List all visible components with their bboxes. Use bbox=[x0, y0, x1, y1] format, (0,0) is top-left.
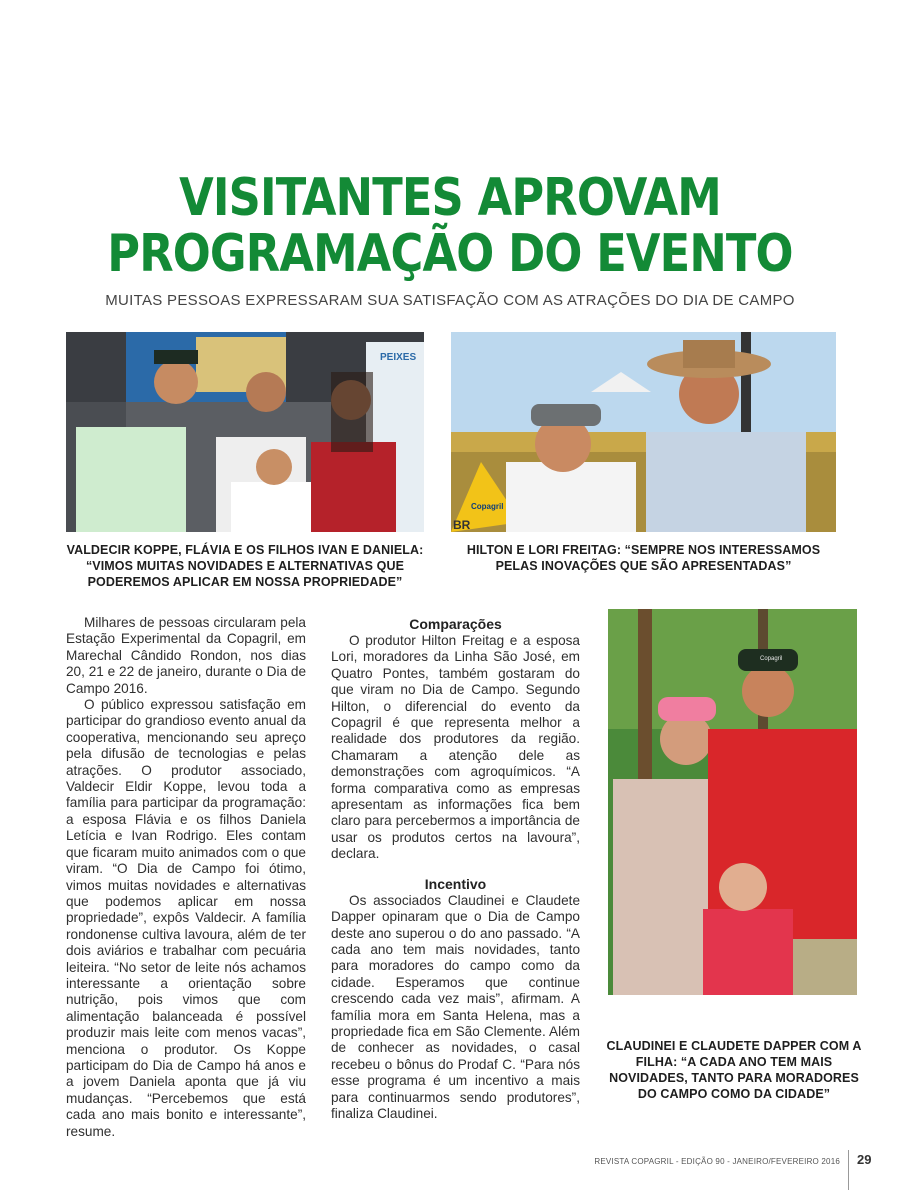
article-subtitle: MUITAS PESSOAS EXPRESSARAM SUA SATISFAÇÃO COM AS ATRAÇÕES DO DIA DE CAMPO bbox=[105, 292, 795, 309]
photo-koppe-family bbox=[66, 332, 424, 532]
paragraph: O produtor Hilton Freitag e a esposa Lori, moradores da Linha São José, em Quatro Pontes, também gostaram do que viram no Dia de Campo. Segundo Hilton, o diferencial do evento da Copagril é que representa melhor a realidade dos produtores da região. Chamaram a atenção dele as demonstrações com agroquímicos. “A forma comparativa como as empresas apresentam as informações fica bem claro para percebermos a importância de usar os produtos certos na lavoura”, declara. bbox=[331, 633, 580, 862]
paragraph: Os associados Claudinei e Claudete Dapper opinaram que o Dia de Campo deste ano superou o do ano passado. “A cada ano tem mais novidades, tanto para moradores do campo como da cidade. Esperamos que continue crescendo cada vez mais”, afirmam. A família mora em Santa Helena, mas a propriedade fica em São Clemente. Além de conhecer as novidades, o casal recebeu o bônus do Prodaf C. “Para nós esse programa é um incentivo a mais para continuarmos sendo produtores”, finaliza Claudinei. bbox=[331, 892, 580, 1121]
photo-dapper-family bbox=[608, 609, 857, 995]
sign-br-partial: BR bbox=[453, 518, 471, 532]
paragraph: Milhares de pessoas circularam pela Estação Experimental da Copagril, em Marechal Cândido Rondon, nos dias 20, 21 e 22 de janeiro, durante o Dia de Campo 2016. bbox=[66, 615, 306, 696]
section-heading-incentivo: Incentivo bbox=[424, 875, 487, 892]
footer-divider bbox=[848, 1150, 849, 1190]
title-line-2: PROGRAMAÇÃO DO EVENTO bbox=[107, 224, 793, 284]
title-line-1: VISITANTES APROVAM bbox=[179, 168, 721, 228]
caption-dapper-family: CLAUDINEI E CLAUDETE DAPPER COM A FILHA: “A CADA ANO TEM MAIS NOVIDADES, TANTO PARA MORADORES DO CAMPO COMO DA CIDADE” bbox=[606, 1039, 862, 1101]
sign-peixes: PEIXES bbox=[380, 352, 417, 363]
magazine-footer: REVISTA COPAGRIL - EDIÇÃO 90 - JANEIRO/FEVEREIRO 2016 bbox=[594, 1157, 840, 1166]
cap-logo-copagril: Copagril bbox=[760, 656, 783, 662]
page-number: 29 bbox=[857, 1152, 872, 1167]
caption-freitag-couple: HILTON E LORI FREITAG: “SEMPRE NOS INTERESSAMOS PELAS INOVAÇÕES QUE SÃO APRESENTADAS” bbox=[466, 543, 821, 573]
paragraph: O público expressou satisfação em participar do grandioso evento anual da cooperativa, mencionando seu apreço pela difusão de tecnologias e pelas atrações. O produtor associado, Valdecir Eldir Koppe, levou toda a família para participar da programação: a esposa Flávia e os filhos Daniela Letícia e Ivan Rodrigo. Eles contam que ficaram muito animados com o que viram. “O Dia de Campo foi ótimo, vimos muitas novidades e alternativas que podemos aplicar em nossa propriedade”, expôs Valdecir. A família rondonense cultiva lavoura, além de ter dois aviários e trabalhar com pecuária leiteira. “No setor de leite nós achamos interessante a orientação sobre nutrição, pois vimos que com alimentação balanceada é possível produzir mais leite com menos vacas”, menciona o produtor. Os Koppe participam do Dia de Campo há anos e a jovem Daniela aponta que já viu mudanças. “Percebemos que está cada ano mais bonito e interessante”, resume. bbox=[66, 697, 306, 1139]
sign-copagril: Copagril bbox=[471, 502, 504, 511]
photo-freitag-couple bbox=[451, 332, 836, 532]
article-column-2 bbox=[331, 615, 580, 1122]
section-heading-comparacoes: Comparações bbox=[409, 616, 502, 632]
article-column-1 bbox=[66, 615, 306, 1140]
caption-koppe-family: VALDECIR KOPPE, FLÁVIA E OS FILHOS IVAN E DANIELA: “VIMOS MUITAS NOVIDADES E ALTERNATIVAS QUE PODEREMOS APLICAR EM NOSSA PROPRIEDADE” bbox=[66, 543, 424, 589]
article-title bbox=[63, 170, 837, 282]
